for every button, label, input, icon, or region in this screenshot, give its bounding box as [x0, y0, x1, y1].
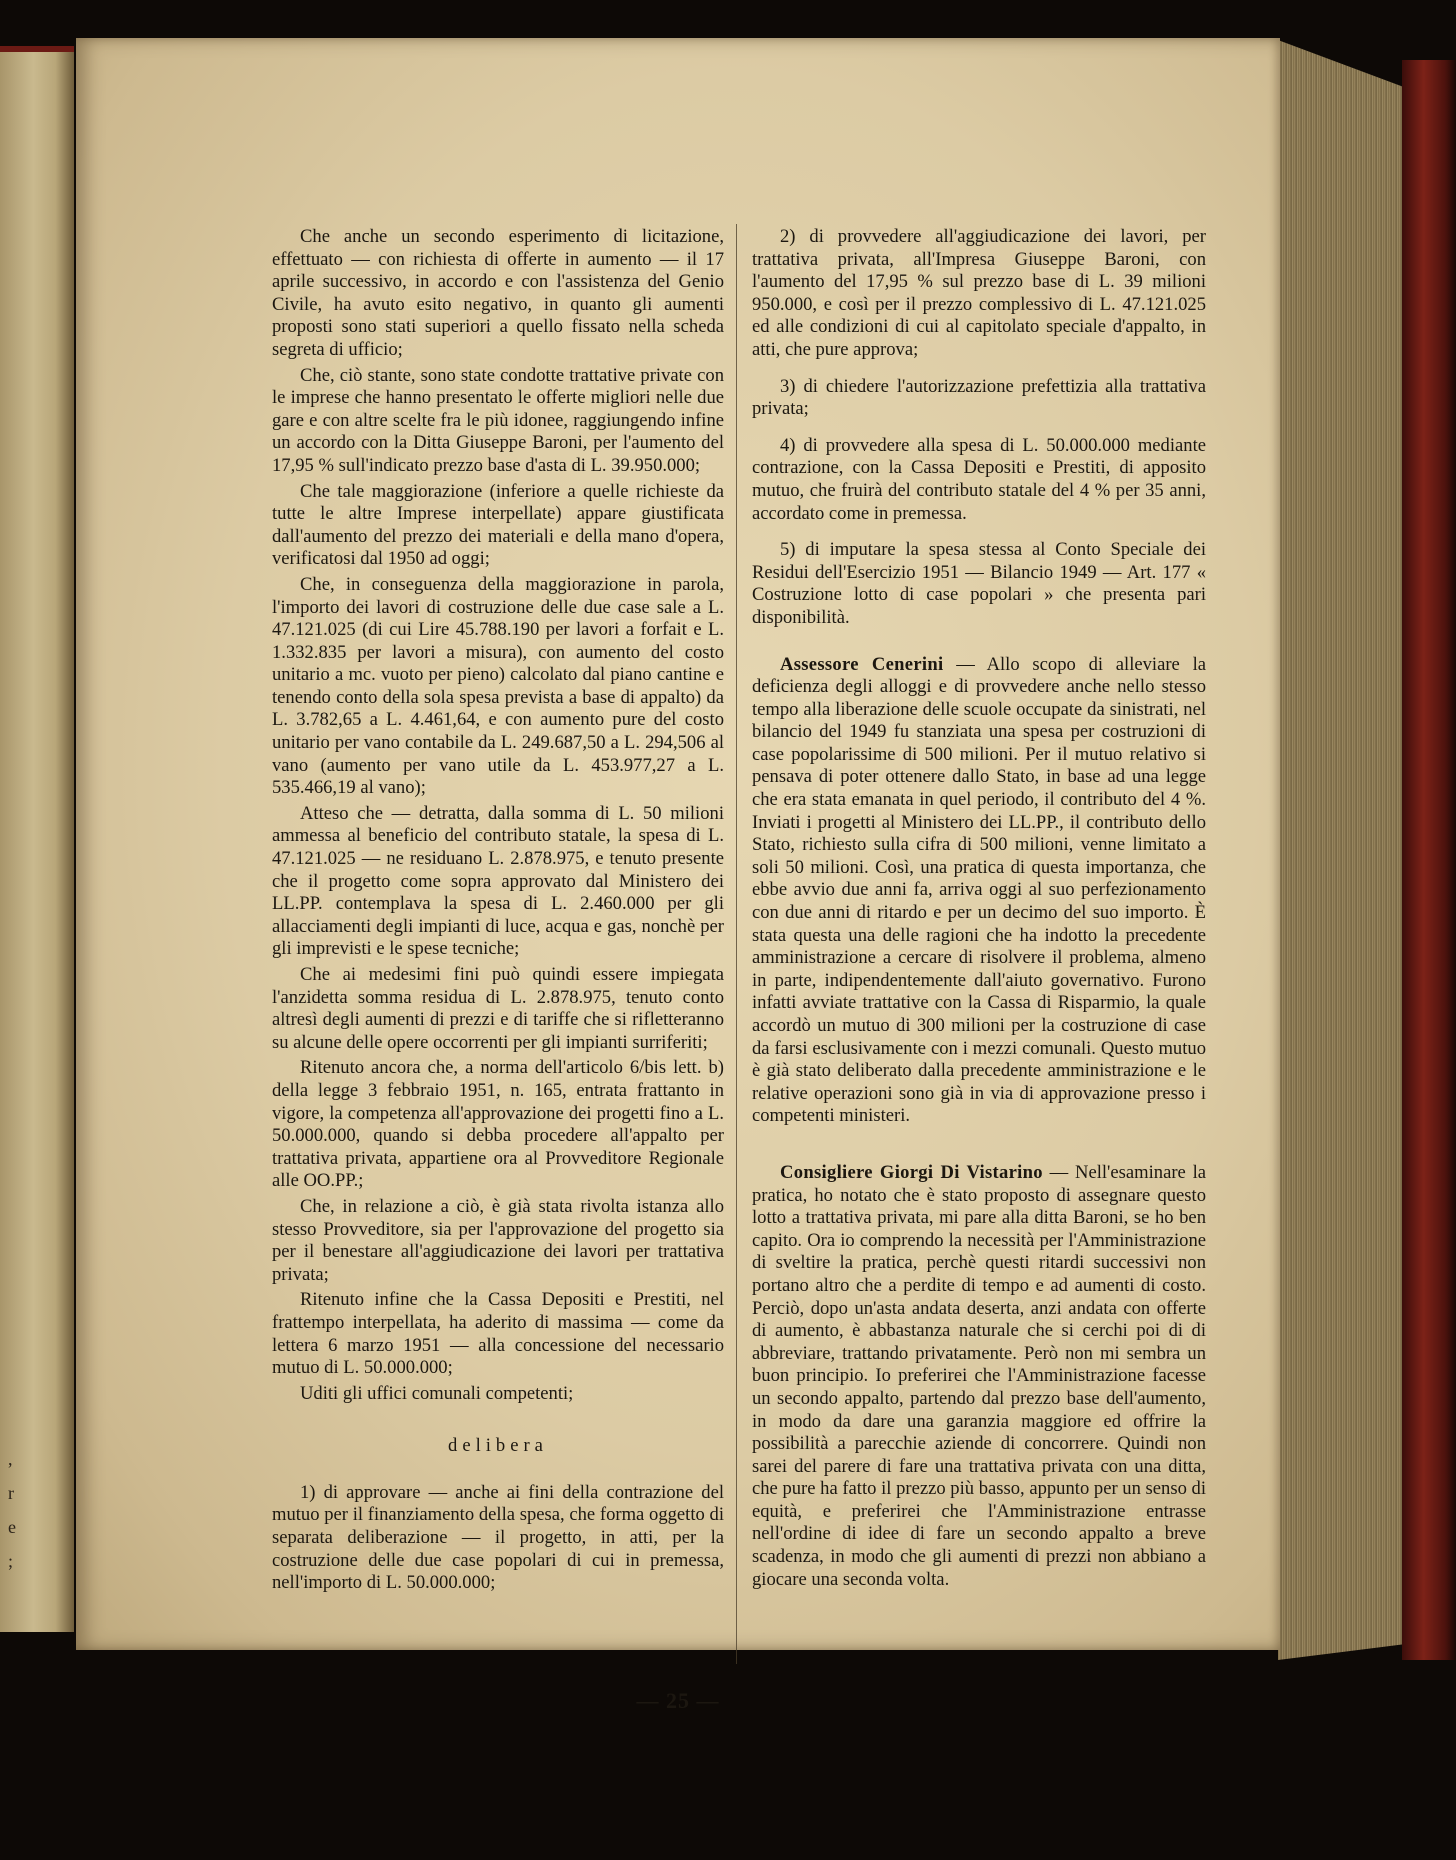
- left-text-column: [272, 226, 724, 1598]
- left-page-margin-marks: [8, 1442, 16, 1578]
- page-number: — 25 —: [636, 1688, 720, 1713]
- paragraph: Che ai medesimi fini può quindi essere impiegata l'anzidetta somma residua di L. 2.878.975, tenuto conto altresì degli aumenti di prezzi e di tariffe che si rifletteranno su alcune delle opere occorrenti per gli impianti surriferiti;: [272, 964, 724, 1053]
- paragraph: Uditi gli uffici comunali competenti;: [300, 1382, 574, 1404]
- paragraph: Che, ciò stante, sono state condotte trattative private con le imprese che hanno presentato le offerte migliori nelle due gare e con altre scelte fra le più idonee, raggiungendo infine un accordo con la Ditta Giuseppe Baroni, per l'aumento del 17,95 % sull'indicato prezzo base d'asta di L. 39.950.000;: [272, 364, 724, 476]
- speech-assessore-cenerini: [752, 654, 1206, 1128]
- paragraph: Atteso che — detratta, dalla somma di L. 50 milioni ammessa al beneficio del contributo statale, la spesa di L. 47.121.025 — ne residuano L. 2.878.975, e tenuto presente che il progetto come sopra approvato dal Ministero dei LL.PP. contemplava la spesa di L. 2.460.000 per gli allacciamenti degli impianti di luce, acqua e gas, nonchè per gli imprevisti e le spese tecniche;: [272, 802, 724, 960]
- margin-mark: ;: [8, 1551, 14, 1571]
- margin-mark: ,: [8, 1449, 13, 1469]
- decision-item: 4) di provvedere alla spesa di L. 50.000.000 mediante contrazione, con la Cassa Depositi e Prestiti, di apposito mutuo, che fruirà del contributo statale del 4 % per 35 anni, accordato come in premessa.: [752, 434, 1206, 524]
- margin-mark: r: [8, 1483, 14, 1503]
- paragraph: Che, in relazione a ciò, è già stata rivolta istanza allo stesso Provveditore, sia per l'approvazione del progetto sia per il benestare all'aggiudicazione dei lavori per trattativa privata;: [272, 1195, 724, 1285]
- facing-left-page: [0, 46, 74, 1632]
- speech-consigliere-giorgi: [752, 1162, 1206, 1591]
- decision-item: 2) di provvedere all'aggiudicazione dei lavori, per trattativa privata, all'Impresa Giuseppe Baroni, con l'aumento del 17,95 % sul prezzo base di L. 39 milioni 950.000, e così per il prezzo complessivo di L. 47.121.025 ed alle condizioni di cui al capitolato speciale d'appalto, in atti, che pure approva;: [752, 226, 1206, 360]
- decision-item: 3) di chiedere l'autorizzazione prefettizia alla trattativa privata;: [752, 375, 1206, 420]
- paragraph: Che anche un secondo esperimento di licitazione, effettuato — con richiesta di offerte in aumento — il 17 aprile successivo, in accordo e con l'assistenza del Genio Civile, ha avuto esito negativo, in quanto gli aumenti proposti sono stati superiori a quello fissato nella scheda segreta di ufficio;: [272, 226, 724, 360]
- paragraph: Ritenuto infine che la Cassa Depositi e Prestiti, nel frattempo interpellata, ha aderito di massima — come da lettera 6 marzo 1951 — alla concessione del necessario mutuo di L. 50.000.000;: [272, 1289, 724, 1379]
- decision-item: 1) di approvare — anche ai fini della contrazione del mutuo per il finanziamento della spesa, che forma oggetto di separata deliberazione — il progetto, in atti, per la costruzione delle due case popolari di cui in premessa, nell'importo di L. 50.000.000;: [272, 1481, 724, 1594]
- speaker-name: Assessore Cenerini: [780, 653, 944, 675]
- speech-text: — Nell'esaminare la pratica, ho notato che è stato proposto di assegnare questo lotto a trattativa privata, mi pare alla ditta Baroni, se ho ben capito. Ora io comprendo la necessità per l'Amministrazione di sveltire la pratica, perchè questi ritardi successivi non portano altro che a perdite di tempo e ad aumenti di costo. Perciò, dopo un'asta andata deserta, anzi andata con offerte di aumento, è abbastanza naturale che si cerchi poi di di abbreviare, trattando privatamente. Però non mi sembra un buon principio. Io preferirei che l'Amministrazione facesse un secondo appalto, partendo dal prezzo base dell'aumento, in modo da dare una garanzia maggiore ed offrire la possibilità a parecchie aziende di concorrere. Quindi non sarei del parere di fare una trattativa privata con una ditta, che pure ha fatto il prezzo più basso, appunto per un senso di equità, e preferirei che l'Amministrazione entrasse nell'ordine di idee di fare un secondo appalto a breve scadenza, in modo che gli aumenti di prezzi non abbiano a giocare una seconda volta.: [752, 1161, 1206, 1590]
- page-edges: [1278, 40, 1408, 1660]
- delibera-heading: delibera: [448, 1435, 548, 1457]
- speaker-name: Consigliere Giorgi Di Vistarino: [780, 1161, 1043, 1183]
- paragraph: Che tale maggiorazione (inferiore a quelle richieste da tutte le altre Imprese interpellate) appare giustificata dall'aumento del prezzo dei materiali e della mano d'opera, verificatosi dal 1950 ad oggi;: [272, 480, 724, 570]
- paragraph: Ritenuto ancora che, a norma dell'articolo 6/bis lett. b) della legge 3 febbraio 1951, n. 165, entrata frattanto in vigore, la competenza all'approvazione dei progetti fino a L. 50.000.000, quando si debba procedere all'appalto per trattativa privata, appartiene ora al Provveditore Regionale alle OO.PP.;: [272, 1057, 724, 1192]
- margin-mark: e: [8, 1517, 16, 1537]
- document-page: [76, 38, 1280, 1713]
- column-divider: [736, 224, 737, 1664]
- book-cover-edge: [1402, 60, 1456, 1660]
- right-text-column: [752, 226, 1206, 1594]
- paragraph: Che, in conseguenza della maggiorazione in parola, l'importo dei lavori di costruzione delle due case sale a L. 47.121.025 (di cui Lire 45.788.190 per lavori a forfait e L. 1.332.835 per lavori a misura), con aumento del costo unitario a mc. vuoto per pieno) calcolato dal piano cantine e tenendo conto della sola spesa prevista a base di appalto) da L. 3.782,65 a L. 4.461,64, e con aumento pure del costo unitario per vano contabile da L. 249.687,50 a L. 294,506 al vano (aumento per vano utile da L. 453.977,27 a L. 535.466,19 al vano);: [272, 573, 724, 799]
- decision-item: 5) di imputare la spesa stessa al Conto Speciale dei Residui dell'Esercizio 1951 — Bilancio 1949 — Art. 177 « Costruzione lotto di case popolari » che presenta pari disponibilità.: [752, 539, 1206, 628]
- speech-text: — Allo scopo di alleviare la deficienza degli alloggi e di provvedere anche nello stesso tempo alla liberazione delle scuole occupate da sinistrati, nel bilancio del 1949 fu stanziata una spesa per costruzioni di case popolarissime di 500 milioni. Per il mutuo relativo si pensava di poter ottenere dallo Stato, in base ad una legge che era stata emanata in quel periodo, il contributo del 4 %. Inviati i progetti al Ministero dei LL.PP., il contributo dello Stato, richiesto sulla cifra di 500 milioni, venne limitato a soli 50 milioni. Così, una pratica di questa importanza, che ebbe avvio due anni fa, arriva oggi al suo perfezionamento con due anni di ritardo e per un decimo del suo importo. È stata questa una delle ragioni che ha indotto la precedente amministrazione a cercare di risolvere il problema, almeno in parte, indipendentemente dall'aiuto governativo. Furono infatti avviate trattative con la Cassa di Risparmio, la quale accordò un mutuo di 300 milioni per la costruzione di case da farsi esclusivamente con i mezzi comunali. Questo mutuo è già stato deliberato dalla precedente amministrazione e le relative operazioni sono già in via di approvazione presso i competenti ministeri.: [752, 653, 1206, 1127]
